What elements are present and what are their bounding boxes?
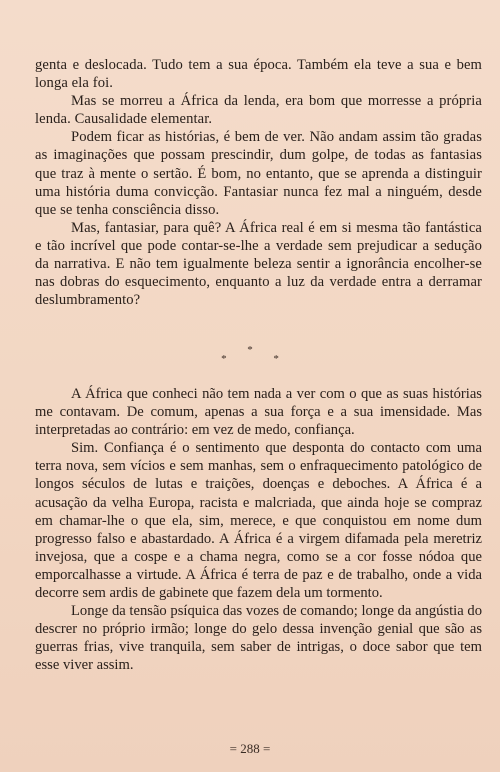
paragraph-continuation: genta e deslocada. Tudo tem a sua época. Também ela teve a sua e bem longa ela foi. xyxy=(35,57,482,92)
paragraph: Mas, fantasiar, para quê? A África real é em si mesma tão fantástica e tão incrível que pode contar-se-lhe a verdade sem prejudicar a sedução da narrativa. E não tem igualmente beleza sentir a ignorância encolher-se nas dobras do esquecimento, enquanto a luz da verdade entra a derramar deslumbramento? xyxy=(35,219,482,309)
paragraph: A África que conheci não tem nada a ver com o que as suas histórias me contavam. De comum, apenas a sua força e a sua imensidade. Mas interpretadas ao contrário: em vez de medo, confiança. xyxy=(35,386,482,439)
paragraph: Sim. Confiança é o sentimento que desponta do contacto com uma terra nova, sem vícios e sem manhas, sem o enfraquecimento patológico de longos séculos de lutas e traições, doenças e deboches. A África é a acusação da velha Europa, racista e malcriada, que ainda hoje se compraz em chamar-lhe o que ela, sim, merece, e que conquistou em nome dum progresso falso e abastardado. A África é a virgem difamada pela meretriz invejosa, que a cospe e a chama negra, como se a cor fosse nódoa que emporcalhasse a virtude. A África é terra de paz e de trabalho, onde a vida decorre sem ardis de gabinete que fazem dela um tormento. xyxy=(35,440,482,602)
asterism-top: * xyxy=(247,344,253,356)
text-block-lower xyxy=(35,385,482,675)
paragraph: Longe da tensão psíquica das vozes de comando; longe da angústia do descrer no próprio irmão; longe do gelo dessa invenção genial que são as guerras frias, vive tranquila, sem saber de intrigas, o doce sabor que tem esse viver assim. xyxy=(35,603,482,674)
section-separator xyxy=(0,346,500,364)
asterism-bottom: * * xyxy=(221,353,301,365)
paragraph: Podem ficar as histórias, é bem de ver. Não andam assim tão gradas as imaginações que possam prescindir, dum golpe, de todas as fantasias que traz à mente o sertão. É bom, no entanto, que se aprenda a distinguir uma história duma convicção. Fantasiar nunca fez mal a ninguém, desde que se tenha consciência disso. xyxy=(35,129,482,218)
paragraph: Mas se morreu a África da lenda, era bom que morresse a própria lenda. Causalidade elementar. xyxy=(35,93,482,128)
page-number: = 288 = xyxy=(229,741,271,756)
text-block-upper xyxy=(35,56,482,309)
